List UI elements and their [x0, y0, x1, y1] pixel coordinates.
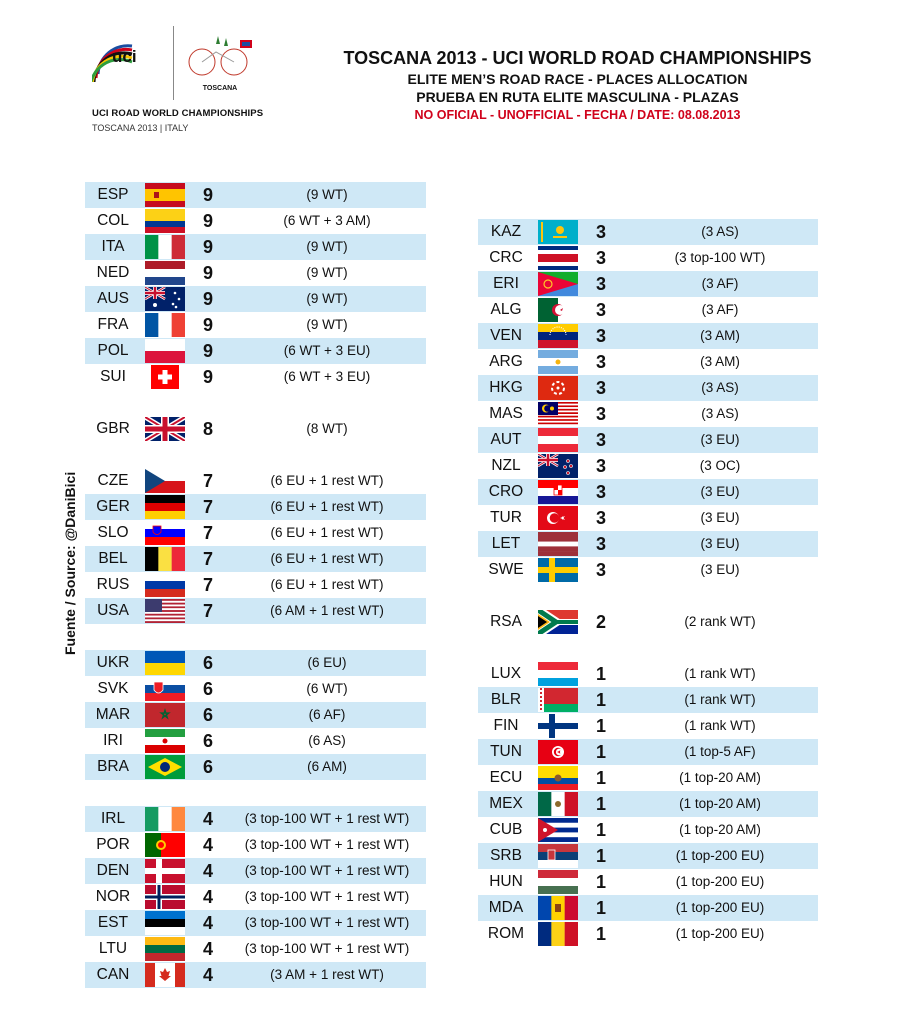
country-row-por — [85, 832, 426, 858]
country-code: GBR — [96, 420, 130, 437]
country-code: SUI — [100, 368, 126, 385]
places-count: 1 — [595, 768, 606, 788]
country-code: USA — [97, 602, 129, 619]
country-row-srb — [478, 843, 818, 869]
flag-lux-icon — [538, 662, 578, 686]
country-row-est — [85, 910, 426, 936]
flag-can-icon — [145, 963, 185, 987]
country-row-tun — [478, 739, 818, 765]
subtitle-spanish: PRUEBA EN RUTA ELITE MASCULINA - PLAZAS — [416, 89, 739, 105]
country-code: ECU — [489, 769, 523, 786]
allocation-detail: (6 WT + 3 AM) — [283, 213, 371, 228]
allocation-detail: (6 AF) — [308, 707, 346, 722]
places-count: 8 — [202, 419, 213, 439]
allocation-detail: (9 WT) — [306, 317, 348, 332]
places-count: 2 — [595, 612, 606, 632]
allocation-detail: (3 EU) — [700, 536, 740, 551]
country-code: ERI — [493, 275, 519, 292]
country-row-slo — [85, 520, 426, 546]
allocation-detail: (3 AS) — [701, 380, 739, 395]
flag-usa-icon — [145, 599, 185, 623]
flag-sui-icon — [145, 365, 185, 389]
allocation-detail: (1 top-200 EU) — [675, 848, 765, 863]
country-code: ESP — [97, 186, 129, 203]
country-code: CUB — [489, 821, 523, 838]
flag-srb-icon — [538, 844, 578, 868]
country-row-mex — [478, 791, 818, 817]
flag-crc-icon — [538, 246, 578, 270]
allocation-detail: (1 top-20 AM) — [679, 770, 761, 785]
flag-col-icon — [145, 209, 185, 233]
places-count: 9 — [202, 315, 213, 335]
places-count: 9 — [202, 289, 213, 309]
country-row-arg — [478, 349, 818, 375]
country-code: SRB — [490, 847, 522, 864]
country-code: DEN — [96, 862, 130, 879]
group-spacer — [85, 780, 426, 806]
flag-fra-icon — [145, 313, 185, 337]
logo-caption-title: UCI ROAD WORLD CHAMPIONSHIPS — [92, 108, 264, 119]
country-code: RUS — [96, 576, 130, 593]
allocation-detail: (3 EU) — [700, 432, 740, 447]
allocation-detail: (6 EU) — [307, 655, 347, 670]
country-code: CRC — [489, 249, 523, 266]
country-row-let — [478, 531, 818, 557]
flag-ven-icon — [538, 324, 578, 348]
places-count: 4 — [202, 965, 213, 985]
places-count: 3 — [595, 248, 606, 268]
country-code: TUR — [490, 509, 522, 526]
country-code: IRI — [103, 732, 123, 749]
country-row-ukr — [85, 650, 426, 676]
country-row-rus — [85, 572, 426, 598]
country-row-aut — [478, 427, 818, 453]
places-count: 4 — [202, 835, 213, 855]
country-code: FRA — [97, 316, 129, 333]
allocation-detail: (6 EU + 1 rest WT) — [270, 499, 384, 514]
flag-est-icon — [145, 911, 185, 935]
logo-divider — [173, 26, 174, 100]
allocation-detail: (1 top-200 EU) — [675, 900, 765, 915]
flag-por-icon — [145, 833, 185, 857]
country-row-hkg — [478, 375, 818, 401]
places-count: 1 — [595, 846, 606, 866]
source-label: Fuente / Source: @DaniBici — [62, 471, 78, 655]
places-count: 1 — [595, 794, 606, 814]
country-code: NZL — [491, 457, 521, 474]
allocation-detail: (6 WT) — [306, 681, 348, 696]
flag-ger-icon — [145, 495, 185, 519]
places-count: 7 — [202, 523, 213, 543]
allocation-detail: (6 EU + 1 rest WT) — [270, 577, 384, 592]
country-code: NED — [96, 264, 130, 281]
flag-arg-icon — [538, 350, 578, 374]
allocation-detail: (6 WT + 3 EU) — [283, 369, 371, 384]
country-row-iri — [85, 728, 426, 754]
country-code: POL — [97, 342, 129, 359]
allocation-detail: (1 rank WT) — [684, 666, 756, 681]
country-row-blr — [478, 687, 818, 713]
country-row-bra — [85, 754, 426, 780]
allocation-detail: (3 EU) — [700, 510, 740, 525]
allocation-detail: (1 top-200 EU) — [675, 926, 765, 941]
allocation-detail: (6 AM) — [307, 759, 347, 774]
flag-rsa-icon — [538, 610, 578, 634]
country-row-aus — [85, 286, 426, 312]
country-code: GER — [96, 498, 130, 515]
allocation-detail: (6 EU + 1 rest WT) — [270, 473, 384, 488]
allocation-detail: (1 top-20 AM) — [679, 796, 761, 811]
right-country-list — [478, 219, 818, 947]
places-count: 9 — [202, 185, 213, 205]
allocation-detail: (1 top-20 AM) — [679, 822, 761, 837]
country-code: ITA — [101, 238, 125, 255]
flag-den-icon — [145, 859, 185, 883]
places-count: 1 — [595, 872, 606, 892]
flag-nzl-icon — [538, 454, 578, 478]
country-code: ROM — [487, 925, 525, 942]
places-count: 9 — [202, 263, 213, 283]
logo-caption-location: TOSCANA 2013 | ITALY — [92, 123, 189, 133]
allocation-detail: (6 AM + 1 rest WT) — [270, 603, 384, 618]
allocation-detail: (6 WT + 3 EU) — [283, 343, 371, 358]
group-spacer — [85, 390, 426, 416]
flag-hkg-icon — [538, 376, 578, 400]
places-count: 3 — [595, 300, 606, 320]
flag-svk-icon — [145, 677, 185, 701]
places-count: 3 — [595, 456, 606, 476]
country-row-ita — [85, 234, 426, 260]
allocation-detail: (3 OC) — [699, 458, 741, 473]
places-count: 3 — [595, 560, 606, 580]
country-code: BLR — [490, 691, 522, 708]
country-row-ned — [85, 260, 426, 286]
allocation-detail: (3 AM) — [700, 328, 740, 343]
country-row-irl — [85, 806, 426, 832]
country-code: KAZ — [490, 223, 522, 240]
allocation-detail: (9 WT) — [306, 187, 348, 202]
places-count: 3 — [595, 404, 606, 424]
header — [0, 0, 903, 170]
country-code: VEN — [490, 327, 522, 344]
allocation-detail: (3 top-100 WT + 1 rest WT) — [244, 837, 410, 852]
country-row-bel — [85, 546, 426, 572]
country-code: MEX — [489, 795, 523, 812]
country-code: FIN — [493, 717, 519, 734]
places-count: 4 — [202, 887, 213, 907]
places-count: 1 — [595, 690, 606, 710]
places-count: 3 — [595, 430, 606, 450]
country-row-rsa — [478, 609, 818, 635]
country-code: HKG — [489, 379, 523, 396]
country-row-nzl — [478, 453, 818, 479]
country-code: CAN — [96, 966, 130, 983]
country-code: AUT — [490, 431, 522, 448]
places-count: 4 — [202, 939, 213, 959]
country-code: SWE — [488, 561, 524, 578]
country-code: BRA — [97, 758, 129, 775]
places-count: 7 — [202, 471, 213, 491]
places-count: 3 — [595, 378, 606, 398]
country-row-usa — [85, 598, 426, 624]
country-code: BEL — [98, 550, 128, 567]
allocation-detail: (3 top-100 WT + 1 rest WT) — [244, 811, 410, 826]
allocation-detail: (9 WT) — [306, 291, 348, 306]
allocation-detail: (3 AS) — [701, 406, 739, 421]
flag-slo-icon — [145, 521, 185, 545]
country-code: POR — [96, 836, 130, 853]
flag-nor-icon — [145, 885, 185, 909]
page-title: TOSCANA 2013 - UCI WORLD ROAD CHAMPIONSHIPS — [343, 48, 812, 68]
places-count: 6 — [202, 653, 213, 673]
svg-text:TOSCANA: TOSCANA — [202, 85, 238, 92]
allocation-detail: (1 rank WT) — [684, 692, 756, 707]
country-row-lux — [478, 661, 818, 687]
allocation-detail: (3 AM + 1 rest WT) — [270, 967, 384, 982]
allocation-detail: (9 WT) — [306, 265, 348, 280]
places-count: 9 — [202, 237, 213, 257]
country-code: ALG — [490, 301, 522, 318]
country-row-col — [85, 208, 426, 234]
uci-logo — [92, 40, 158, 82]
left-country-list — [85, 182, 426, 988]
places-count: 6 — [202, 679, 213, 699]
country-row-kaz — [478, 219, 818, 245]
flag-esp-icon — [145, 183, 185, 207]
flag-tun-icon — [538, 740, 578, 764]
country-code: MAS — [489, 405, 523, 422]
allocation-detail: (3 AF) — [701, 276, 739, 291]
country-row-esp — [85, 182, 426, 208]
subtitle-english: ELITE MEN’S ROAD RACE - PLACES ALLOCATION — [407, 71, 748, 87]
flag-iri-icon — [145, 729, 185, 753]
flag-mar-icon — [145, 703, 185, 727]
places-count: 1 — [595, 664, 606, 684]
places-count: 4 — [202, 913, 213, 933]
flag-ecu-icon — [538, 766, 578, 790]
country-row-sui — [85, 364, 426, 390]
country-row-mas — [478, 401, 818, 427]
country-row-mar — [85, 702, 426, 728]
flag-hun-icon — [538, 870, 578, 894]
flag-ned-icon — [145, 261, 185, 285]
country-row-pol — [85, 338, 426, 364]
country-row-rom — [478, 921, 818, 947]
country-row-eri — [478, 271, 818, 297]
places-count: 3 — [595, 508, 606, 528]
allocation-detail: (3 top-100 WT + 1 rest WT) — [244, 863, 410, 878]
flag-bel-icon — [145, 547, 185, 571]
allocation-detail: (2 rank WT) — [684, 614, 756, 629]
places-count: 7 — [202, 549, 213, 569]
places-count: 1 — [595, 820, 606, 840]
flag-mda-icon — [538, 896, 578, 920]
country-code: SLO — [97, 524, 129, 541]
places-count: 3 — [595, 534, 606, 554]
allocation-detail: (8 WT) — [306, 421, 348, 436]
flag-let-icon — [538, 532, 578, 556]
places-count: 6 — [202, 731, 213, 751]
allocation-detail: (3 top-100 WT + 1 rest WT) — [244, 941, 410, 956]
group-spacer — [478, 635, 818, 661]
country-code: IRL — [100, 810, 126, 827]
flag-cro-icon — [538, 480, 578, 504]
flag-rus-icon — [145, 573, 185, 597]
title-block — [300, 46, 855, 124]
group-spacer — [85, 624, 426, 650]
flag-cze-icon — [145, 469, 185, 493]
toscana-logo — [180, 32, 260, 94]
country-row-ger — [85, 494, 426, 520]
country-row-fin — [478, 713, 818, 739]
flag-alg-icon — [538, 298, 578, 322]
country-code: AUS — [97, 290, 129, 307]
allocation-detail: (3 AS) — [701, 224, 739, 239]
group-spacer — [85, 442, 426, 468]
flag-pol-icon — [145, 339, 185, 363]
places-count: 9 — [202, 367, 213, 387]
flag-gbr-icon — [145, 417, 185, 441]
places-count: 4 — [202, 861, 213, 881]
country-row-mda — [478, 895, 818, 921]
allocation-detail: (1 rank WT) — [684, 718, 756, 733]
allocation-detail: (3 AF) — [701, 302, 739, 317]
places-count: 6 — [202, 757, 213, 777]
places-count: 6 — [202, 705, 213, 725]
country-code: CRO — [488, 483, 524, 500]
places-count: 3 — [595, 274, 606, 294]
flag-fin-icon — [538, 714, 578, 738]
places-count: 7 — [202, 575, 213, 595]
country-code: ARG — [489, 353, 523, 370]
flag-ita-icon — [145, 235, 185, 259]
flag-kaz-icon — [538, 220, 578, 244]
places-count: 1 — [595, 898, 606, 918]
flag-eri-icon — [538, 272, 578, 296]
country-code: MAR — [95, 706, 131, 723]
flag-ukr-icon — [145, 651, 185, 675]
unofficial-date-notice: NO OFICIAL - UNOFFICIAL - FECHA / DATE: 08.08.2013 — [414, 108, 741, 122]
flag-ltu-icon — [145, 937, 185, 961]
country-row-crc — [478, 245, 818, 271]
allocation-detail: (6 EU + 1 rest WT) — [270, 525, 384, 540]
places-count: 9 — [202, 341, 213, 361]
places-count: 4 — [202, 809, 213, 829]
flag-cub-icon — [538, 818, 578, 842]
country-row-den — [85, 858, 426, 884]
allocation-detail: (3 EU) — [700, 562, 740, 577]
allocation-detail: (1 top-5 AF) — [684, 744, 756, 759]
country-row-fra — [85, 312, 426, 338]
allocation-detail: (3 EU) — [700, 484, 740, 499]
country-row-can — [85, 962, 426, 988]
flag-mas-icon — [538, 402, 578, 426]
country-code: LET — [491, 535, 521, 552]
places-count: 3 — [595, 352, 606, 372]
country-code: EST — [97, 914, 129, 931]
country-row-ven — [478, 323, 818, 349]
country-row-nor — [85, 884, 426, 910]
country-code: NOR — [95, 888, 131, 905]
country-row-svk — [85, 676, 426, 702]
places-count: 9 — [202, 211, 213, 231]
country-row-gbr — [85, 416, 426, 442]
allocation-detail: (3 top-100 WT) — [674, 250, 766, 265]
places-count: 1 — [595, 924, 606, 944]
country-row-tur — [478, 505, 818, 531]
country-code: RSA — [490, 613, 522, 630]
flag-mex-icon — [538, 792, 578, 816]
country-code: SVK — [97, 680, 129, 697]
country-code: MDA — [488, 899, 524, 916]
allocation-detail: (1 top-200 EU) — [675, 874, 765, 889]
flag-tur-icon — [538, 506, 578, 530]
places-count: 1 — [595, 742, 606, 762]
places-count: 7 — [202, 497, 213, 517]
allocation-detail: (6 AS) — [308, 733, 346, 748]
country-code: HUN — [489, 873, 523, 890]
country-row-cze — [85, 468, 426, 494]
country-code: TUN — [490, 743, 522, 760]
allocation-detail: (3 AM) — [700, 354, 740, 369]
allocation-detail: (6 EU + 1 rest WT) — [270, 551, 384, 566]
places-count: 3 — [595, 326, 606, 346]
country-code: LTU — [98, 940, 128, 957]
country-code: COL — [97, 212, 129, 229]
allocation-detail: (3 top-100 WT + 1 rest WT) — [244, 889, 410, 904]
country-row-hun — [478, 869, 818, 895]
country-code: LUX — [490, 665, 522, 682]
flag-irl-icon — [145, 807, 185, 831]
country-code: UKR — [96, 654, 130, 671]
flag-bra-icon — [145, 755, 185, 779]
places-count: 3 — [595, 482, 606, 502]
flag-swe-icon — [538, 558, 578, 582]
group-spacer — [478, 583, 818, 609]
country-row-cro — [478, 479, 818, 505]
places-count: 7 — [202, 601, 213, 621]
country-row-ltu — [85, 936, 426, 962]
country-row-swe — [478, 557, 818, 583]
country-row-cub — [478, 817, 818, 843]
allocation-detail: (9 WT) — [306, 239, 348, 254]
places-count: 1 — [595, 716, 606, 736]
flag-rom-icon — [538, 922, 578, 946]
country-code: CZE — [97, 472, 129, 489]
allocation-detail: (3 top-100 WT + 1 rest WT) — [244, 915, 410, 930]
svg-text:uci: uci — [112, 47, 137, 66]
flag-aut-icon — [538, 428, 578, 452]
country-row-ecu — [478, 765, 818, 791]
flag-aus-icon — [145, 287, 185, 311]
flag-blr-icon — [538, 688, 578, 712]
places-count: 3 — [595, 222, 606, 242]
country-row-alg — [478, 297, 818, 323]
